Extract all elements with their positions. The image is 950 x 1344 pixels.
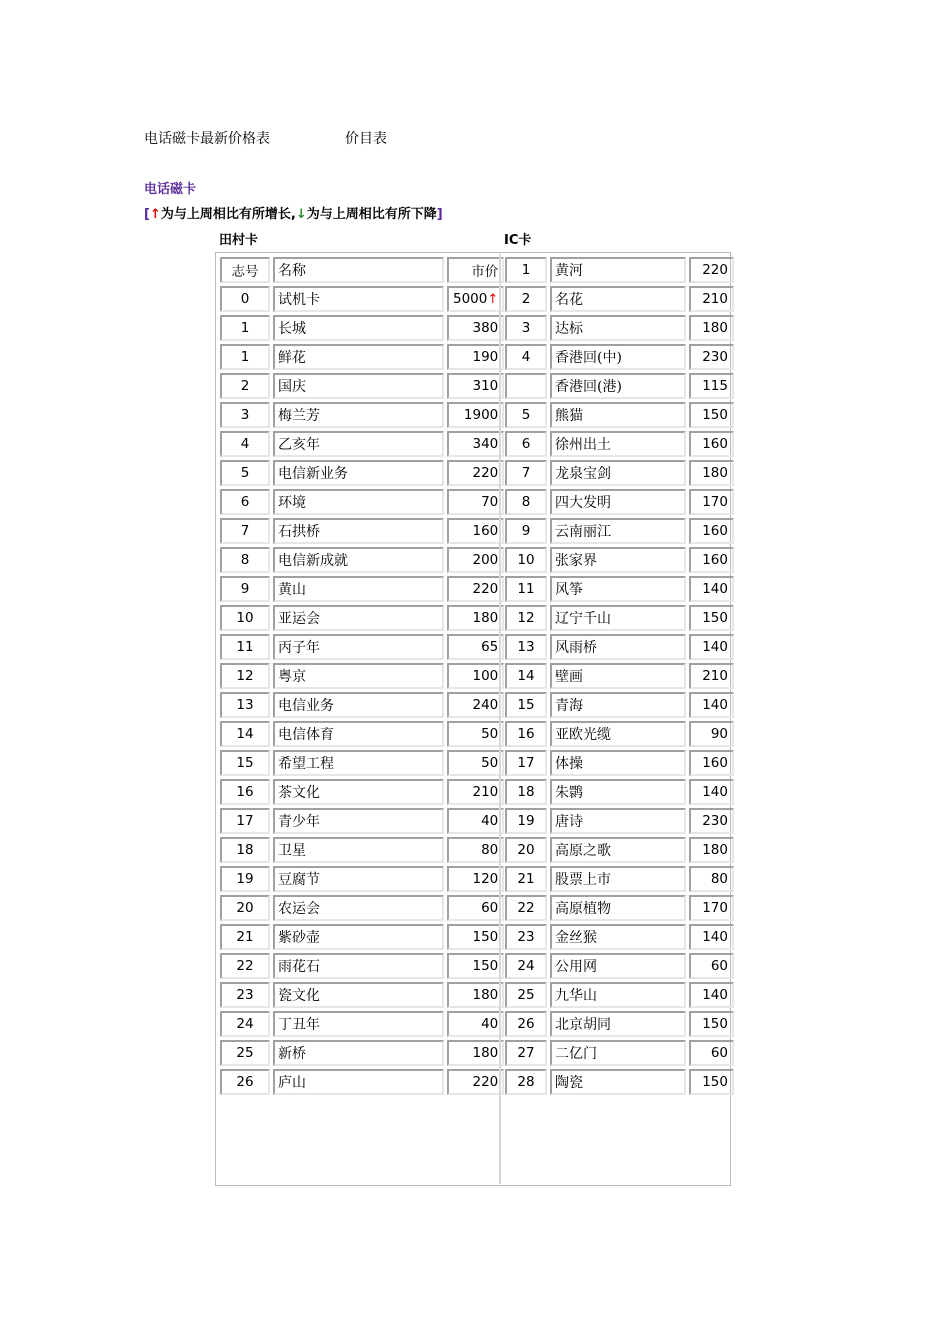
- card-name: 青少年: [273, 808, 444, 834]
- table-row: [505, 953, 734, 979]
- card-price: 160: [689, 518, 734, 544]
- table-row: [505, 634, 734, 660]
- table-divider: [499, 254, 501, 1184]
- card-name: 试机卡: [273, 286, 444, 312]
- card-name: 金丝猴: [550, 924, 686, 950]
- card-name: 香港回(中): [550, 344, 686, 370]
- card-name: 亚欧光缆: [550, 721, 686, 747]
- table-row: [505, 460, 734, 486]
- card-id: 21: [505, 866, 547, 892]
- card-price: 150: [689, 402, 734, 428]
- card-price: [447, 779, 504, 805]
- price-value: 40: [481, 1016, 499, 1032]
- price-value: 1900: [463, 407, 499, 423]
- table-row: [505, 1011, 734, 1037]
- table-row: [220, 576, 504, 602]
- card-name: 公用网: [550, 953, 686, 979]
- price-value: 50: [481, 726, 499, 742]
- price-value: 210: [472, 784, 499, 800]
- card-name: 国庆: [273, 373, 444, 399]
- card-id: 19: [505, 808, 547, 834]
- table-row: [220, 1040, 504, 1066]
- card-price: 150: [689, 1069, 734, 1095]
- card-id: 20: [505, 837, 547, 863]
- card-name: 达标: [550, 315, 686, 341]
- card-price: [447, 721, 504, 747]
- card-price: [447, 634, 504, 660]
- card-name: 九华山: [550, 982, 686, 1008]
- card-price: [447, 982, 504, 1008]
- price-value: 50: [481, 755, 499, 771]
- card-id: 2: [220, 373, 270, 399]
- card-id: 24: [220, 1011, 270, 1037]
- card-name: 亚运会: [273, 605, 444, 631]
- card-price: [447, 489, 504, 515]
- card-id: 1: [220, 315, 270, 341]
- tiancun-card-label: 田村卡: [219, 233, 259, 248]
- price-value: 40: [481, 813, 499, 829]
- card-price: [447, 315, 504, 341]
- price-up-arrow-icon: ↑: [487, 292, 499, 307]
- card-name: 龙泉宝剑: [550, 460, 686, 486]
- table-row: [505, 808, 734, 834]
- table-header-row: [220, 257, 504, 283]
- card-name: 丁丑年: [273, 1011, 444, 1037]
- table-row: [505, 779, 734, 805]
- card-price: 170: [689, 489, 734, 515]
- price-value: 240: [472, 697, 499, 713]
- table-row: [505, 286, 734, 312]
- ic-price-table: [502, 254, 737, 1098]
- table-row: [220, 489, 504, 515]
- price-value: 60: [481, 900, 499, 916]
- card-price: 150: [689, 605, 734, 631]
- table-row: [505, 721, 734, 747]
- card-price: [447, 344, 504, 370]
- table-row: [220, 1069, 504, 1095]
- card-name: 紫砂壶: [273, 924, 444, 950]
- legend-close-bracket: ]: [436, 207, 443, 222]
- table-row: [220, 1011, 504, 1037]
- table-row: [220, 634, 504, 660]
- card-id: 17: [505, 750, 547, 776]
- table-row: [220, 721, 504, 747]
- table-row: [220, 286, 504, 312]
- card-id: 3: [505, 315, 547, 341]
- table-row: [505, 402, 734, 428]
- card-price: [447, 808, 504, 834]
- card-name: 电信新成就: [273, 547, 444, 573]
- legend-down-text: 为与上周相比有所下降: [306, 207, 437, 222]
- card-price: 60: [689, 953, 734, 979]
- card-name: 卫星: [273, 837, 444, 863]
- price-value: 180: [472, 1045, 499, 1061]
- card-id: 0: [220, 286, 270, 312]
- card-price: 80: [689, 866, 734, 892]
- table-row: [505, 982, 734, 1008]
- card-name: 股票上市: [550, 866, 686, 892]
- table-row: [505, 895, 734, 921]
- card-id: 10: [505, 547, 547, 573]
- card-id: [505, 373, 547, 399]
- card-id: 25: [505, 982, 547, 1008]
- price-value: 160: [472, 523, 499, 539]
- card-price: 160: [689, 431, 734, 457]
- price-value: 150: [472, 929, 499, 945]
- table-row: [220, 373, 504, 399]
- card-price: 160: [689, 547, 734, 573]
- legend-open-bracket: [: [144, 207, 150, 222]
- card-price: 115: [689, 373, 734, 399]
- card-price: 180: [689, 315, 734, 341]
- card-price: 170: [689, 895, 734, 921]
- card-name: 瓷文化: [273, 982, 444, 1008]
- card-name: 长城: [273, 315, 444, 341]
- card-price: 210: [689, 663, 734, 689]
- table-row: [505, 924, 734, 950]
- card-name: 乙亥年: [273, 431, 444, 457]
- table-row: [505, 344, 734, 370]
- card-price: [447, 1069, 504, 1095]
- legend-up-text: 为与上周相比有所增长,: [160, 207, 296, 222]
- card-price: [447, 373, 504, 399]
- card-price: 160: [689, 750, 734, 776]
- table-row: [505, 837, 734, 863]
- ic-table-body: [505, 257, 734, 1095]
- card-name: 云南丽江: [550, 518, 686, 544]
- card-name: 环境: [273, 489, 444, 515]
- price-value: 220: [472, 1074, 499, 1090]
- table-row: [505, 547, 734, 573]
- card-id: 19: [220, 866, 270, 892]
- card-name: 电信体育: [273, 721, 444, 747]
- card-price: [447, 605, 504, 631]
- card-id: 12: [505, 605, 547, 631]
- table-row: [505, 518, 734, 544]
- table-row: [220, 953, 504, 979]
- card-id: 4: [220, 431, 270, 457]
- card-price: [447, 837, 504, 863]
- card-name: 鲜花: [273, 344, 444, 370]
- card-price: [447, 547, 504, 573]
- card-name: 香港回(港): [550, 373, 686, 399]
- card-id: 14: [505, 663, 547, 689]
- card-price: [447, 663, 504, 689]
- tiancun-table-body: [220, 257, 504, 1095]
- card-id: 16: [220, 779, 270, 805]
- card-price: [447, 286, 504, 312]
- card-id: 23: [220, 982, 270, 1008]
- card-id: 2: [505, 286, 547, 312]
- card-price: 180: [689, 837, 734, 863]
- card-price: 60: [689, 1040, 734, 1066]
- card-name: 庐山: [273, 1069, 444, 1095]
- card-price: 140: [689, 634, 734, 660]
- page-subtitle: 价目表: [345, 131, 387, 147]
- price-value: 380: [472, 320, 499, 336]
- card-price: 90: [689, 721, 734, 747]
- card-id: 22: [505, 895, 547, 921]
- card-id: 13: [220, 692, 270, 718]
- card-id: 22: [220, 953, 270, 979]
- card-name: 二亿门: [550, 1040, 686, 1066]
- card-price: 230: [689, 344, 734, 370]
- price-value: 180: [472, 610, 499, 626]
- card-name: 希望工程: [273, 750, 444, 776]
- card-name: 唐诗: [550, 808, 686, 834]
- card-id: 5: [220, 460, 270, 486]
- card-id: 24: [505, 953, 547, 979]
- card-id: 15: [220, 750, 270, 776]
- card-name: 茶文化: [273, 779, 444, 805]
- table-row: [220, 315, 504, 341]
- card-id: 9: [505, 518, 547, 544]
- card-id: 6: [505, 431, 547, 457]
- table-row: [220, 402, 504, 428]
- price-value: 310: [472, 378, 499, 394]
- card-name: 体操: [550, 750, 686, 776]
- table-row: [505, 750, 734, 776]
- card-price: 210: [689, 286, 734, 312]
- price-value: 100: [472, 668, 499, 684]
- card-id: 6: [220, 489, 270, 515]
- table-row: [220, 982, 504, 1008]
- price-value: 190: [472, 349, 499, 365]
- card-id: 28: [505, 1069, 547, 1095]
- card-id: 25: [220, 1040, 270, 1066]
- card-name: 名花: [550, 286, 686, 312]
- card-id: 26: [220, 1069, 270, 1095]
- card-id: 23: [505, 924, 547, 950]
- column-header-name: 名称: [273, 257, 444, 283]
- table-row: [220, 605, 504, 631]
- card-price: [447, 866, 504, 892]
- card-id: 9: [220, 576, 270, 602]
- ic-card-label: IC卡: [504, 233, 532, 248]
- card-id: 18: [505, 779, 547, 805]
- tiancun-price-table: [217, 254, 507, 1098]
- card-price: [447, 750, 504, 776]
- table-row: [220, 808, 504, 834]
- card-price: 220: [689, 257, 734, 283]
- table-row: [505, 576, 734, 602]
- price-change-legend: [144, 203, 443, 222]
- table-row: [505, 1040, 734, 1066]
- card-name: 朱鹮: [550, 779, 686, 805]
- table-row: [505, 692, 734, 718]
- card-id: 1: [220, 344, 270, 370]
- card-name: 黄山: [273, 576, 444, 602]
- table-row: [220, 779, 504, 805]
- card-name: 电信业务: [273, 692, 444, 718]
- table-row: [220, 924, 504, 950]
- card-name: 石拱桥: [273, 518, 444, 544]
- table-row: [505, 257, 734, 283]
- card-name: 黄河: [550, 257, 686, 283]
- price-value: 340: [472, 436, 499, 452]
- card-price: [447, 1040, 504, 1066]
- card-price: 140: [689, 982, 734, 1008]
- card-id: 12: [220, 663, 270, 689]
- price-value: 120: [472, 871, 499, 887]
- price-value: 200: [472, 552, 499, 568]
- card-name: 陶瓷: [550, 1069, 686, 1095]
- card-price: [447, 924, 504, 950]
- card-id: 8: [220, 547, 270, 573]
- card-name: 电信新业务: [273, 460, 444, 486]
- card-id: 3: [220, 402, 270, 428]
- table-row: [505, 1069, 734, 1095]
- card-id: 15: [505, 692, 547, 718]
- card-price: [447, 518, 504, 544]
- price-value: 80: [481, 842, 499, 858]
- card-id: 13: [505, 634, 547, 660]
- page-title: 电话磁卡最新价格表: [144, 131, 270, 147]
- card-price: 180: [689, 460, 734, 486]
- card-id: 4: [505, 344, 547, 370]
- card-id: 16: [505, 721, 547, 747]
- card-price: [447, 1011, 504, 1037]
- card-name: 壁画: [550, 663, 686, 689]
- card-name: 梅兰芳: [273, 402, 444, 428]
- card-name: 张家界: [550, 547, 686, 573]
- card-price: [447, 576, 504, 602]
- card-price: [447, 402, 504, 428]
- card-name: 徐州出土: [550, 431, 686, 457]
- card-name: 北京胡同: [550, 1011, 686, 1037]
- table-row: [505, 315, 734, 341]
- card-price: 230: [689, 808, 734, 834]
- table-row: [505, 489, 734, 515]
- card-name: 新桥: [273, 1040, 444, 1066]
- card-name: 风筝: [550, 576, 686, 602]
- card-id: 7: [220, 518, 270, 544]
- section-title: 电话磁卡: [144, 182, 197, 197]
- card-price: 140: [689, 779, 734, 805]
- card-id: 5: [505, 402, 547, 428]
- card-id: 11: [505, 576, 547, 602]
- table-row: [220, 663, 504, 689]
- table-row: [220, 460, 504, 486]
- card-name: 四大发明: [550, 489, 686, 515]
- card-price: 140: [689, 924, 734, 950]
- card-name: 高原之歌: [550, 837, 686, 863]
- card-price: 150: [689, 1011, 734, 1037]
- price-value: 180: [472, 987, 499, 1003]
- page-title-line: [144, 128, 387, 148]
- card-price: 140: [689, 576, 734, 602]
- card-price: [447, 692, 504, 718]
- card-name: 农运会: [273, 895, 444, 921]
- card-name: 雨花石: [273, 953, 444, 979]
- price-value: 220: [472, 465, 499, 481]
- price-value: 70: [481, 494, 499, 510]
- card-price: [447, 431, 504, 457]
- card-id: 20: [220, 895, 270, 921]
- column-header-price: 市价: [447, 257, 504, 283]
- card-price: [447, 460, 504, 486]
- card-name: 风雨桥: [550, 634, 686, 660]
- table-row: [220, 750, 504, 776]
- table-row: [505, 373, 734, 399]
- table-row: [505, 663, 734, 689]
- table-row: [220, 692, 504, 718]
- table-row: [505, 431, 734, 457]
- table-row: [505, 866, 734, 892]
- down-arrow-icon: ↓: [295, 207, 307, 222]
- card-id: 17: [220, 808, 270, 834]
- table-row: [220, 547, 504, 573]
- card-id: 18: [220, 837, 270, 863]
- price-value: 5000: [453, 291, 488, 307]
- table-row: [220, 518, 504, 544]
- card-id: 7: [505, 460, 547, 486]
- card-name: 丙子年: [273, 634, 444, 660]
- column-header-id: 志号: [220, 257, 270, 283]
- card-price: 140: [689, 692, 734, 718]
- card-id: 1: [505, 257, 547, 283]
- card-id: 14: [220, 721, 270, 747]
- table-row: [220, 866, 504, 892]
- up-arrow-icon: ↑: [149, 207, 161, 222]
- table-row: [505, 605, 734, 631]
- card-id: 21: [220, 924, 270, 950]
- card-name: 高原植物: [550, 895, 686, 921]
- table-row: [220, 431, 504, 457]
- card-price: [447, 953, 504, 979]
- card-name: 熊猫: [550, 402, 686, 428]
- card-name: 豆腐节: [273, 866, 444, 892]
- price-value: 150: [472, 958, 499, 974]
- price-value: 220: [472, 581, 499, 597]
- table-row: [220, 344, 504, 370]
- table-row: [220, 837, 504, 863]
- card-name: 辽宁千山: [550, 605, 686, 631]
- card-price: [447, 895, 504, 921]
- card-id: 27: [505, 1040, 547, 1066]
- card-id: 11: [220, 634, 270, 660]
- card-id: 10: [220, 605, 270, 631]
- card-id: 8: [505, 489, 547, 515]
- table-row: [220, 895, 504, 921]
- card-name: 粤京: [273, 663, 444, 689]
- card-id: 26: [505, 1011, 547, 1037]
- price-value: 65: [481, 639, 499, 655]
- card-name: 青海: [550, 692, 686, 718]
